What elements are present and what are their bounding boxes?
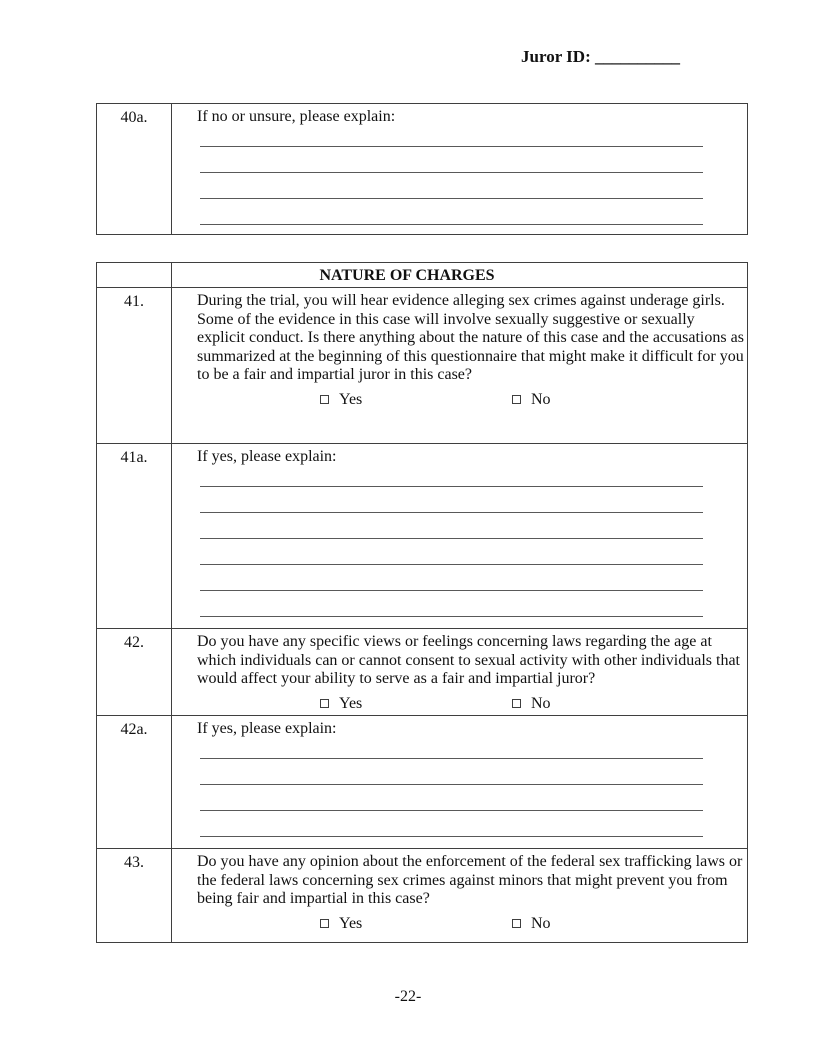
question-prompt-41a: If yes, please explain: xyxy=(197,448,337,465)
question-cell-41 xyxy=(172,288,748,443)
no-label: No xyxy=(531,694,551,712)
question-number-40a: 40a. xyxy=(97,104,172,234)
answer-line[interactable] xyxy=(200,147,703,173)
question-number-42a: 42a. xyxy=(97,716,172,848)
header-number-cell xyxy=(97,263,172,287)
answer-line[interactable] xyxy=(200,199,703,225)
answer-line[interactable] xyxy=(200,513,703,539)
no-checkbox-icon[interactable] xyxy=(512,395,521,404)
juror-id-blank[interactable]: __________ xyxy=(595,47,680,66)
nature-of-charges-table xyxy=(96,262,748,943)
no-option-43[interactable] xyxy=(512,914,551,933)
question-text-41: During the trial, you will hear evidence alleging sex crimes against underage girls. Some of the evidence in this case will involve sexually suggestive or sexually explicit conduct. Is there anything about the nature of this case and the accusations as summarized at the beginning of this questionnaire that might make it difficult for you to be a fair and impartial juror in this case? xyxy=(197,292,744,383)
question-number-41a: 41a. xyxy=(97,444,172,628)
yesno-row-43 xyxy=(197,914,745,933)
answer-line[interactable] xyxy=(200,565,703,591)
no-checkbox-icon[interactable] xyxy=(512,699,521,708)
question-prompt-40a: If no or unsure, please explain: xyxy=(197,108,396,125)
table-header-row xyxy=(97,263,747,288)
page-number: -22- xyxy=(394,988,422,1005)
question-cell-42 xyxy=(172,629,748,715)
question-prompt-42a: If yes, please explain: xyxy=(197,720,337,737)
question-text-43: Do you have any opinion about the enforcement of the federal sex trafficking laws or the federal laws concerning sex crimes against minors that might prevent you from being fair and impartial in this case? xyxy=(197,853,743,907)
no-label: No xyxy=(531,390,551,408)
yes-checkbox-icon[interactable] xyxy=(320,699,329,708)
yes-option-41[interactable] xyxy=(320,390,512,409)
answer-line[interactable] xyxy=(200,591,703,617)
question-text-42: Do you have any specific views or feelings concerning laws regarding the age at which individuals can or cannot consent to sexual activity with other individuals that would affect your ability to serve as a fair and impartial juror? xyxy=(197,633,740,687)
yes-label: Yes xyxy=(339,694,363,712)
section-title: NATURE OF CHARGES xyxy=(319,267,495,284)
table-row-42 xyxy=(97,629,747,716)
yes-option-43[interactable] xyxy=(320,914,512,933)
juror-id-header xyxy=(0,0,816,67)
no-checkbox-icon[interactable] xyxy=(512,919,521,928)
question-number-41: 41. xyxy=(97,288,172,443)
answer-line[interactable] xyxy=(200,539,703,565)
answer-line[interactable] xyxy=(200,173,703,199)
answer-line[interactable] xyxy=(200,785,703,811)
answer-lines-group-42a xyxy=(200,739,703,837)
yes-label: Yes xyxy=(339,914,363,932)
question-cell-41a xyxy=(172,444,748,628)
answer-line[interactable] xyxy=(200,759,703,785)
answer-line[interactable] xyxy=(200,487,703,513)
question-number-42: 42. xyxy=(97,629,172,715)
no-option-41[interactable] xyxy=(512,390,551,409)
answer-line[interactable] xyxy=(200,739,703,759)
table-row-41 xyxy=(97,288,747,444)
juror-id-label: Juror ID: xyxy=(521,47,591,66)
yes-checkbox-icon[interactable] xyxy=(320,395,329,404)
yes-checkbox-icon[interactable] xyxy=(320,919,329,928)
table-row-43 xyxy=(97,849,747,942)
yesno-row-42 xyxy=(197,694,745,713)
answer-lines-group-40a xyxy=(200,127,703,225)
table-row-40a xyxy=(97,104,747,234)
question-number-43: 43. xyxy=(97,849,172,942)
table-row-42a xyxy=(97,716,747,849)
yes-label: Yes xyxy=(339,390,363,408)
answer-line[interactable] xyxy=(200,127,703,147)
question-cell-40a xyxy=(172,104,748,234)
answer-lines-group-41a xyxy=(200,467,703,617)
answer-line[interactable] xyxy=(200,811,703,837)
no-label: No xyxy=(531,914,551,932)
yes-option-42[interactable] xyxy=(320,694,512,713)
question-cell-43 xyxy=(172,849,748,942)
question-40a-table xyxy=(96,103,748,235)
no-option-42[interactable] xyxy=(512,694,551,713)
question-cell-42a xyxy=(172,716,748,848)
answer-line[interactable] xyxy=(200,467,703,487)
yesno-row-41 xyxy=(197,390,745,409)
table-row-41a xyxy=(97,444,747,629)
